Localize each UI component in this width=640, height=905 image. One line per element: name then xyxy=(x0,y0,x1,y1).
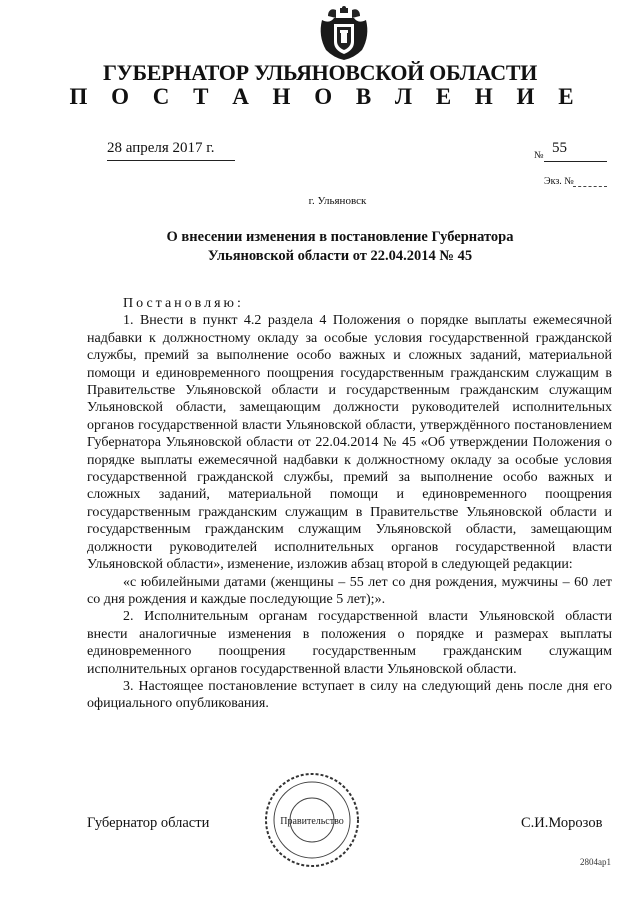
body-lead: Постановляю: xyxy=(123,296,244,311)
signatory-position: Губернатор области xyxy=(87,815,210,831)
signatory-name: С.И.Морозов xyxy=(521,815,603,831)
decree-number: 55 xyxy=(552,140,567,156)
paragraph-3: 3. Настоящее постановление вступает в силу на следующий день после дня его официального опубликования. xyxy=(87,678,612,712)
city: г. Ульяновск xyxy=(308,195,367,207)
decree-body xyxy=(87,295,612,713)
number-underline xyxy=(544,161,607,162)
number-label: № xyxy=(534,150,544,161)
subject-line-1: О внесении изменения в постановление Губернатора xyxy=(166,229,514,245)
date-underline xyxy=(107,160,235,161)
subject-line-2: Ульяновской области от 22.04.2014 № 45 xyxy=(207,248,473,264)
paragraph-2: 2. Исполнительным органам государственной власти Ульяновской области внести аналогичные изменения в положения о порядке и размерах выплаты единовременного поощрения государственным гражданским служащим исполнительных органов государственной власти Ульяновской области. xyxy=(87,609,612,677)
decree-date: 28 апреля 2017 г. xyxy=(107,140,215,156)
paragraph-1: 1. Внести в пункт 4.2 раздела 4 Положения о порядке выплаты ежемесячной надбавки к должностному окладу за особые условия государственной гражданской службы, премий за выполнение особо важных и сложных заданий, материальной помощи и единовременного поощрения государственным гражданским служащим в Правительстве Ульяновской области и государственным гражданским служащим Ульяновской области, замещающим должности руководителей исполнительных органов государственной власти Ульяновской области, утверждённого постановлением Губернатора Ульяновской области от 22.04.2014 № 45 «Об утверждении Положения о порядке выплаты ежемесячной надбавки к должностному окладу за особые условия государственной гражданской службы, премий за выполнение особо важных и сложных заданий, материальной помощи и единовременного поощрения государственным гражданским служащим в Правительстве Ульяновской области и государственным гражданским служащим Ульяновской области, замещающим должности руководителей исполнительных органов государственной власти Ульяновской области», изменение, изложив абзац второй в следующей редакции: xyxy=(87,313,612,573)
coat-of-arms-icon xyxy=(314,6,374,62)
decree-subject xyxy=(140,228,540,266)
copy-underline xyxy=(573,186,607,187)
authority-title: ГУБЕРНАТОР УЛЬЯНОВСКОЙ ОБЛАСТИ xyxy=(102,60,538,85)
footer-code: 2804ар1 xyxy=(580,857,611,867)
stamp-text: Правительство xyxy=(280,816,344,827)
paragraph-1-quote: «с юбилейными датами (женщины – 55 лет со дня рождения, мужчины – 60 лет со дня рождения и каждые последующие 5 лет);». xyxy=(87,574,612,607)
copy-label: Экз. № xyxy=(544,176,574,187)
document-type: П О С Т А Н О В Л Е Н И Е xyxy=(69,84,583,109)
official-stamp-icon xyxy=(262,770,362,870)
